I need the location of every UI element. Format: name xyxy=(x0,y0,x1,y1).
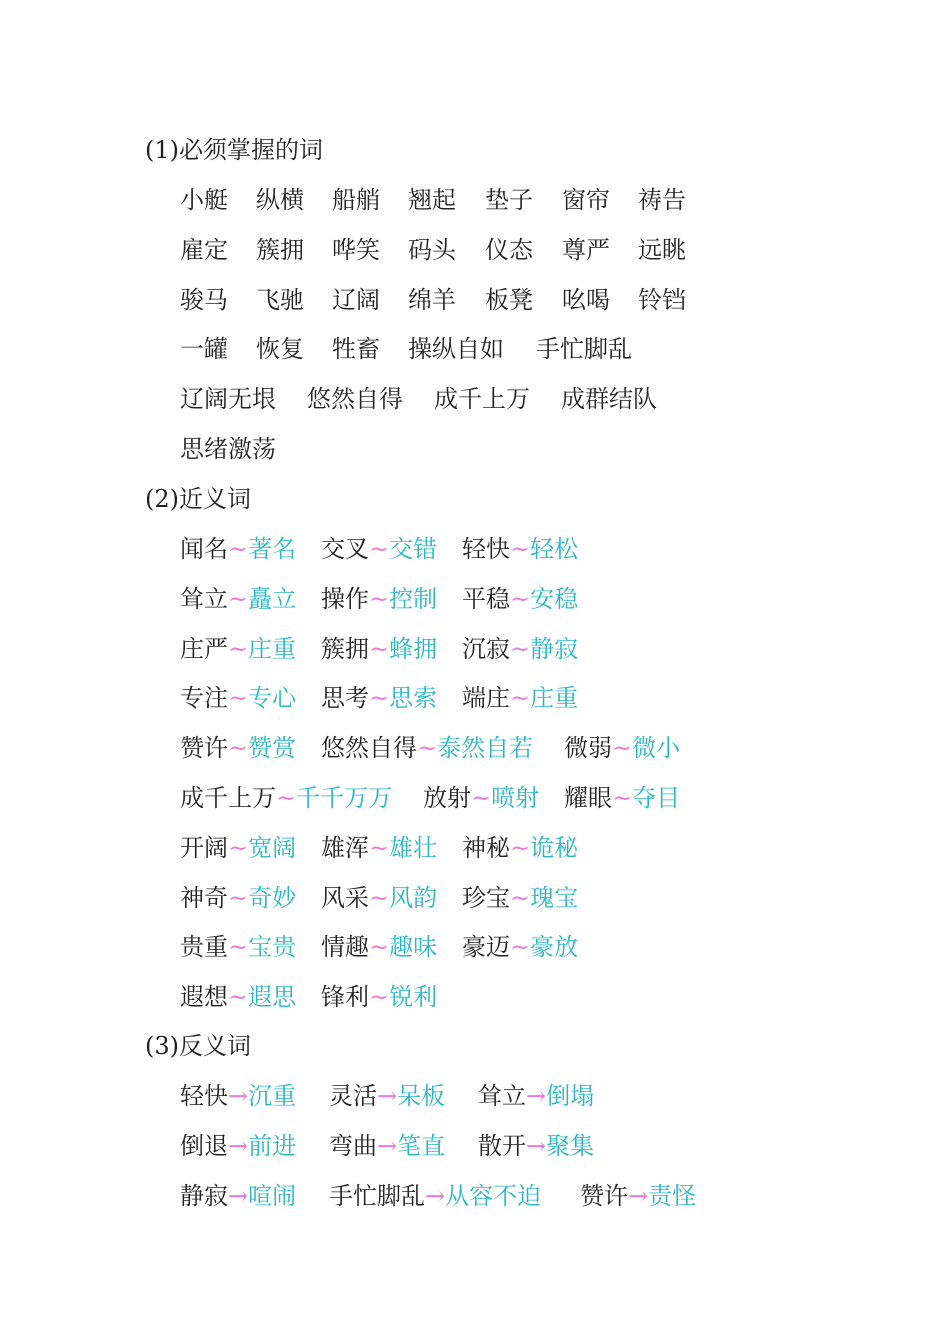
arrow-separator: → xyxy=(377,1131,398,1160)
vocab-word: 飞驰 xyxy=(256,285,304,314)
synonym-pair xyxy=(180,584,296,614)
synonym-source-word: 豪迈 xyxy=(462,933,510,962)
vocab-word: 思绪激荡 xyxy=(180,435,276,463)
vocab-word: 辽阔无垠 xyxy=(180,385,276,414)
synonym-answer-word: 诡秘 xyxy=(530,833,579,862)
antonym-pair xyxy=(329,1081,445,1111)
vocab-word: 簇拥 xyxy=(256,235,304,264)
vocab-word: 成群结队 xyxy=(561,385,657,414)
vocab-word: 绵羊 xyxy=(408,285,456,314)
synonym-answer-word: 遐思 xyxy=(248,983,297,1012)
synonym-pair xyxy=(180,783,392,813)
synonym-source-word: 锋利 xyxy=(321,983,369,1012)
synonym-answer-word: 专心 xyxy=(248,684,297,713)
tilde-separator: ~ xyxy=(228,634,249,663)
section-heading-must-know: (1)必须掌握的词 xyxy=(145,136,323,164)
tilde-separator: ~ xyxy=(369,584,390,613)
synonym-answer-word: 千千万万 xyxy=(296,784,393,812)
synonym-pair xyxy=(180,982,296,1012)
synonym-pair xyxy=(462,634,578,664)
synonym-source-word: 开阔 xyxy=(180,833,228,862)
synonym-answer-word: 宝贵 xyxy=(248,933,297,962)
synonym-answer-word: 控制 xyxy=(389,584,438,613)
tilde-separator: ~ xyxy=(369,535,390,563)
tilde-separator: ~ xyxy=(612,734,633,763)
arrow-separator: → xyxy=(425,1181,446,1210)
tilde-separator: ~ xyxy=(510,584,531,613)
antonym-source-word: 静寂 xyxy=(180,1181,228,1210)
vocab-word: 仪态 xyxy=(485,235,533,264)
synonym-pair xyxy=(321,883,437,913)
antonym-answer-word: 前进 xyxy=(248,1131,297,1160)
synonym-answer-word: 微小 xyxy=(632,734,681,763)
synonym-source-word: 遐想 xyxy=(180,983,228,1012)
synonym-source-word: 珍宝 xyxy=(462,883,510,912)
vocab-word: 翘起 xyxy=(408,186,456,214)
tilde-separator: ~ xyxy=(369,634,390,663)
synonym-pair xyxy=(321,584,437,614)
synonym-pair xyxy=(321,634,437,664)
synonym-pair xyxy=(564,783,680,813)
tilde-separator: ~ xyxy=(228,833,249,862)
synonym-source-word: 成千上万 xyxy=(180,784,276,812)
synonym-pair xyxy=(462,683,578,713)
antonym-pair xyxy=(329,1131,445,1161)
antonym-answer-word: 聚集 xyxy=(546,1131,595,1160)
synonym-answer-word: 趣味 xyxy=(389,933,438,962)
antonym-pair xyxy=(329,1181,541,1211)
tilde-separator: ~ xyxy=(228,883,249,912)
antonym-source-word: 倒退 xyxy=(180,1131,228,1160)
synonym-pair xyxy=(180,634,296,664)
vocab-word: 铃铛 xyxy=(638,285,686,314)
vocab-word: 垫子 xyxy=(485,186,533,214)
synonym-answer-word: 庄重 xyxy=(248,634,297,663)
antonym-source-word: 赞许 xyxy=(580,1181,628,1210)
arrow-separator: → xyxy=(526,1082,547,1110)
synonym-source-word: 交叉 xyxy=(321,535,369,563)
vocab-word: 吆喝 xyxy=(562,285,610,314)
vocab-word: 窗帘 xyxy=(562,186,610,214)
antonym-answer-word: 沉重 xyxy=(248,1082,297,1110)
synonym-source-word: 耀眼 xyxy=(564,784,612,812)
arrow-separator: → xyxy=(526,1131,547,1160)
antonym-answer-word: 倒塌 xyxy=(546,1082,595,1110)
vocab-word: 手忙脚乱 xyxy=(536,335,632,364)
synonym-source-word: 雄浑 xyxy=(321,833,369,862)
arrow-separator: → xyxy=(228,1131,249,1160)
tilde-separator: ~ xyxy=(510,535,531,563)
synonym-source-word: 神奇 xyxy=(180,883,228,912)
tilde-separator: ~ xyxy=(369,833,390,862)
antonym-answer-word: 呆板 xyxy=(397,1082,446,1110)
synonym-answer-word: 奇妙 xyxy=(248,883,297,912)
synonym-answer-word: 交错 xyxy=(389,535,438,563)
tilde-separator: ~ xyxy=(369,684,390,713)
antonym-source-word: 散开 xyxy=(478,1131,526,1160)
arrow-separator: → xyxy=(228,1181,249,1210)
synonym-pair xyxy=(462,534,578,564)
synonym-answer-word: 泰然自若 xyxy=(437,734,534,763)
vocab-word: 成千上万 xyxy=(434,385,530,414)
antonym-pair xyxy=(478,1131,594,1161)
synonym-source-word: 轻快 xyxy=(462,535,510,563)
tilde-separator: ~ xyxy=(471,784,492,812)
antonym-pair xyxy=(180,1181,296,1211)
synonym-pair xyxy=(180,833,296,863)
synonym-answer-word: 静寂 xyxy=(530,634,579,663)
arrow-separator: → xyxy=(628,1181,649,1210)
synonym-pair xyxy=(462,584,578,614)
antonym-pair xyxy=(180,1131,296,1161)
antonym-source-word: 弯曲 xyxy=(329,1131,377,1160)
vocab-word: 远眺 xyxy=(638,235,686,264)
antonym-pair xyxy=(180,1081,296,1111)
synonym-pair xyxy=(321,534,437,564)
synonym-source-word: 情趣 xyxy=(321,933,369,962)
synonym-answer-word: 蜂拥 xyxy=(389,634,438,663)
synonym-answer-word: 轻松 xyxy=(530,535,579,563)
vocab-word: 尊严 xyxy=(562,235,610,264)
vocab-word: 恢复 xyxy=(256,335,304,364)
tilde-separator: ~ xyxy=(228,933,249,962)
synonym-source-word: 微弱 xyxy=(564,734,612,763)
synonym-pair xyxy=(180,683,296,713)
section-heading-synonyms: (2)近义词 xyxy=(145,485,251,513)
synonym-answer-word: 宽阔 xyxy=(248,833,297,862)
synonym-source-word: 赞许 xyxy=(180,734,228,763)
synonym-source-word: 耸立 xyxy=(180,584,228,613)
antonym-pair xyxy=(478,1081,594,1111)
synonym-source-word: 放射 xyxy=(423,784,471,812)
tilde-separator: ~ xyxy=(510,933,531,962)
tilde-separator: ~ xyxy=(228,983,249,1012)
synonym-pair xyxy=(462,883,578,913)
vocab-word: 小艇 xyxy=(180,186,228,214)
synonym-answer-word: 夺目 xyxy=(632,784,681,812)
antonym-source-word: 轻快 xyxy=(180,1082,228,1110)
vocab-word: 板凳 xyxy=(485,285,533,314)
vocab-word: 一罐 xyxy=(180,335,228,364)
synonym-pair xyxy=(564,733,680,763)
synonym-source-word: 平稳 xyxy=(462,584,510,613)
synonym-pair xyxy=(321,733,533,763)
tilde-separator: ~ xyxy=(510,684,531,713)
vocab-word: 船艄 xyxy=(332,186,380,214)
vocab-word: 操纵自如 xyxy=(408,335,504,364)
synonym-pair xyxy=(321,683,437,713)
tilde-separator: ~ xyxy=(510,833,531,862)
synonym-source-word: 风采 xyxy=(321,883,369,912)
vocab-word: 悠然自得 xyxy=(307,385,403,414)
synonym-pair xyxy=(321,932,437,962)
antonym-source-word: 手忙脚乱 xyxy=(329,1181,425,1210)
synonym-pair xyxy=(180,932,296,962)
antonym-answer-word: 喧闹 xyxy=(248,1181,297,1210)
synonym-answer-word: 思索 xyxy=(389,684,438,713)
synonym-source-word: 端庄 xyxy=(462,684,510,713)
tilde-separator: ~ xyxy=(612,784,633,812)
synonym-source-word: 贵重 xyxy=(180,933,228,962)
antonym-answer-word: 从容不迫 xyxy=(445,1181,542,1210)
synonym-pair xyxy=(462,833,578,863)
synonym-answer-word: 瑰宝 xyxy=(530,883,579,912)
synonym-pair xyxy=(180,534,296,564)
antonym-source-word: 灵活 xyxy=(329,1082,377,1110)
section-heading-antonyms: (3)反义词 xyxy=(145,1032,251,1060)
synonym-pair xyxy=(180,733,296,763)
synonym-source-word: 庄严 xyxy=(180,634,228,663)
tilde-separator: ~ xyxy=(276,784,297,812)
synonym-source-word: 神秘 xyxy=(462,833,510,862)
tilde-separator: ~ xyxy=(228,535,249,563)
vocab-word: 纵横 xyxy=(256,186,304,214)
synonym-answer-word: 著名 xyxy=(248,535,297,563)
synonym-answer-word: 庄重 xyxy=(530,684,579,713)
arrow-separator: → xyxy=(228,1082,249,1110)
tilde-separator: ~ xyxy=(369,983,390,1012)
synonym-answer-word: 豪放 xyxy=(530,933,579,962)
tilde-separator: ~ xyxy=(228,734,249,763)
synonym-pair xyxy=(321,982,437,1012)
vocab-word: 码头 xyxy=(408,235,456,264)
tilde-separator: ~ xyxy=(369,883,390,912)
synonym-source-word: 簇拥 xyxy=(321,634,369,663)
antonym-answer-word: 笔直 xyxy=(397,1131,446,1160)
tilde-separator: ~ xyxy=(510,883,531,912)
synonym-answer-word: 安稳 xyxy=(530,584,579,613)
synonym-answer-word: 矗立 xyxy=(248,584,297,613)
synonym-pair xyxy=(321,833,437,863)
vocab-word: 辽阔 xyxy=(332,285,380,314)
synonym-pair xyxy=(423,783,539,813)
vocab-word: 骏马 xyxy=(180,285,228,314)
vocab-word: 哗笑 xyxy=(332,235,380,264)
synonym-source-word: 专注 xyxy=(180,684,228,713)
tilde-separator: ~ xyxy=(510,634,531,663)
synonym-source-word: 思考 xyxy=(321,684,369,713)
synonym-source-word: 操作 xyxy=(321,584,369,613)
synonym-answer-word: 锐利 xyxy=(389,983,438,1012)
synonym-pair xyxy=(180,883,296,913)
antonym-source-word: 耸立 xyxy=(478,1082,526,1110)
synonym-answer-word: 雄壮 xyxy=(389,833,438,862)
arrow-separator: → xyxy=(377,1082,398,1110)
synonym-answer-word: 喷射 xyxy=(491,784,540,812)
antonym-pair xyxy=(580,1181,696,1211)
tilde-separator: ~ xyxy=(369,933,390,962)
synonym-answer-word: 赞赏 xyxy=(248,734,297,763)
tilde-separator: ~ xyxy=(228,684,249,713)
synonym-answer-word: 风韵 xyxy=(389,883,438,912)
tilde-separator: ~ xyxy=(417,734,438,763)
antonym-answer-word: 责怪 xyxy=(648,1181,697,1210)
vocab-word: 祷告 xyxy=(638,186,686,214)
synonym-pair xyxy=(462,932,578,962)
synonym-source-word: 沉寂 xyxy=(462,634,510,663)
synonym-source-word: 悠然自得 xyxy=(321,734,417,763)
synonym-source-word: 闻名 xyxy=(180,535,228,563)
tilde-separator: ~ xyxy=(228,584,249,613)
vocab-word: 雇定 xyxy=(180,235,228,264)
vocab-word: 牲畜 xyxy=(332,335,380,364)
